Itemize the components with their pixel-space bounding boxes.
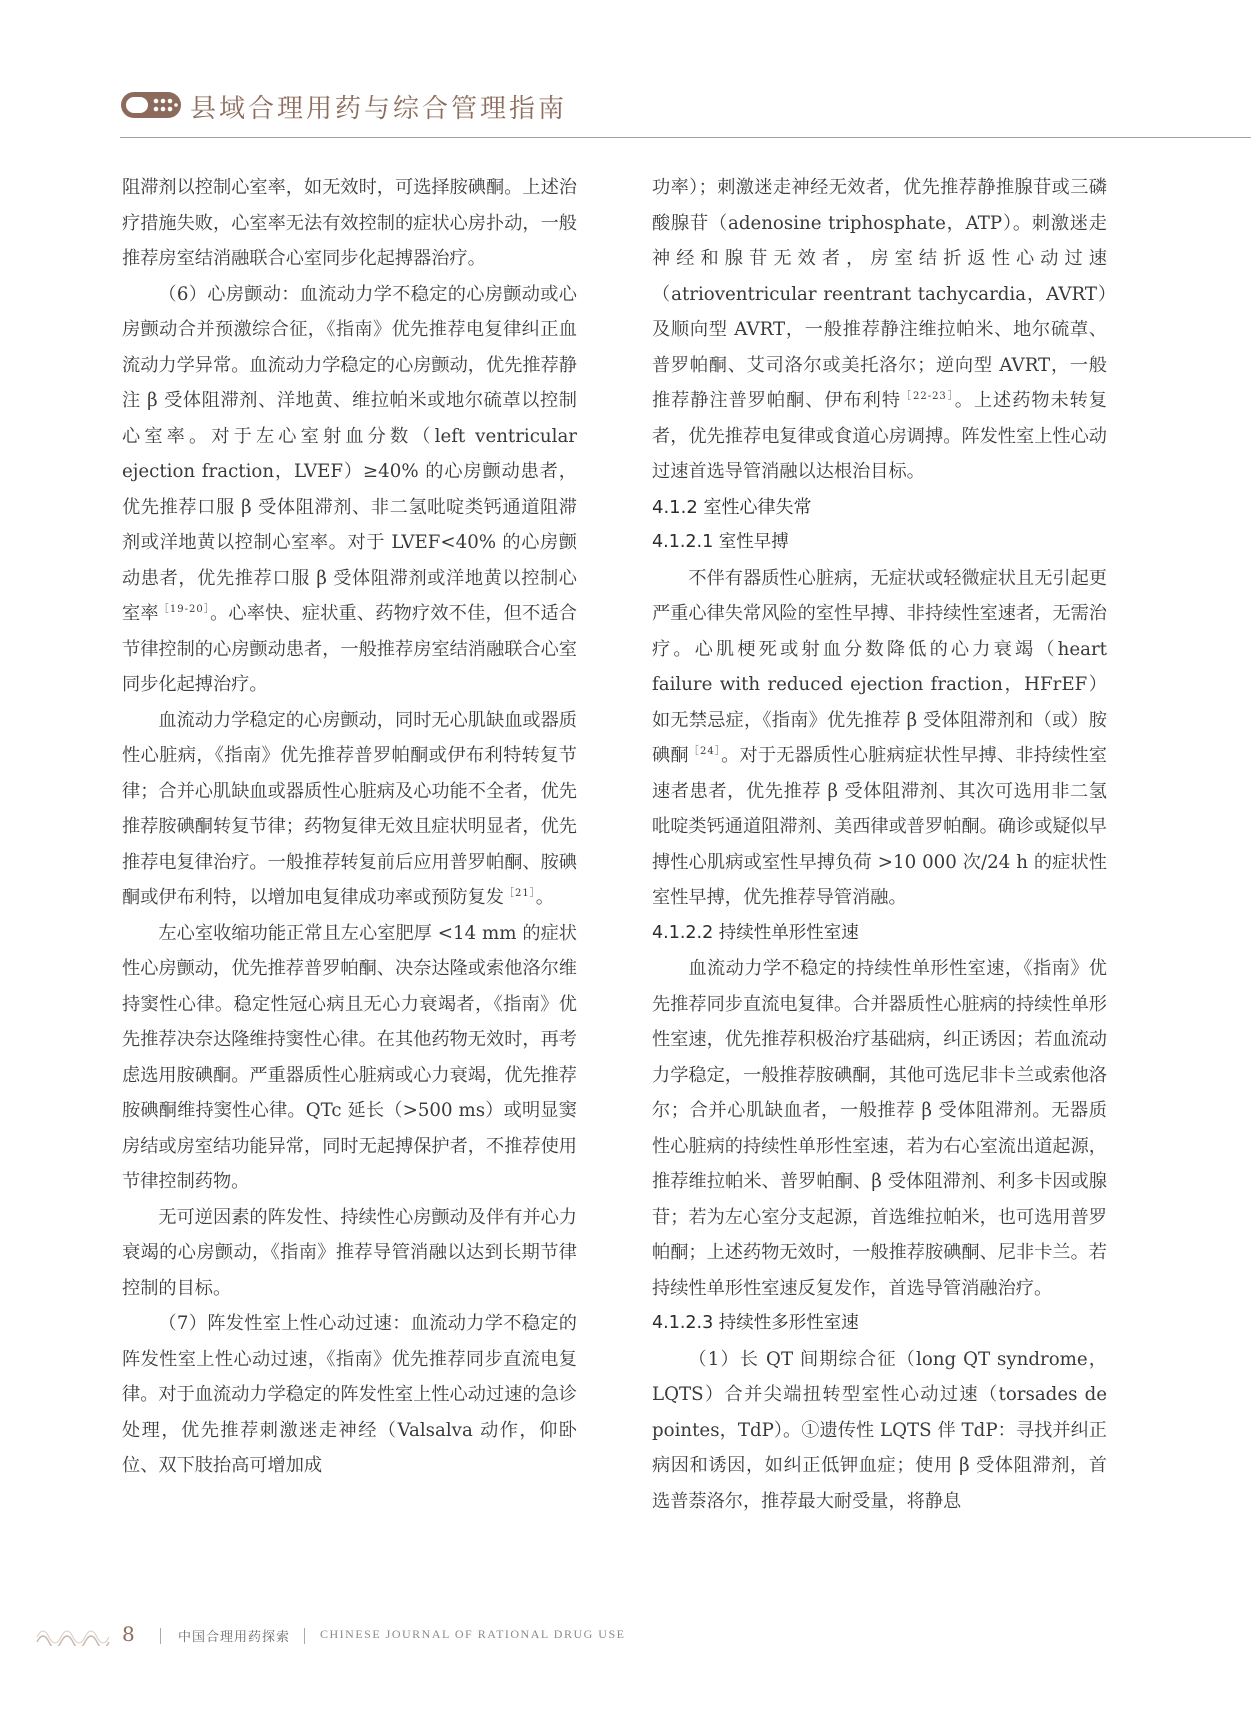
paragraph-text: 。上述药物未转复者，优先推荐电复律或食道心房调搏。阵发性室上性心动过速首选导管消融以达根治目标。 bbox=[652, 390, 1107, 482]
page-header bbox=[0, 0, 1251, 140]
paragraph bbox=[652, 561, 1107, 916]
paragraph: （7）阵发性室上性心动过速：血流动力学不稳定的阵发性室上性心动过速，《指南》优先推荐同步直流电复律。对于血流动力学稳定的阵发性室上性心动过速的急诊处理，优先推荐刺激迷走神经（Valsalva 动作，仰卧位、双下肢抬高可增加成 bbox=[122, 1313, 577, 1476]
paragraph-text: 。 bbox=[535, 887, 554, 908]
journal-name-cn: 中国合理用药探索 bbox=[178, 1630, 291, 1645]
subsection-heading: 4.1.2.1 室性早搏 bbox=[652, 532, 789, 552]
page-footer bbox=[0, 1620, 1251, 1660]
running-header-title: 县域合理用药与综合管理指南 bbox=[190, 94, 568, 124]
subsection-heading: 4.1.2.2 持续性单形性室速 bbox=[652, 922, 859, 943]
left-column bbox=[122, 170, 577, 1484]
citation: ［19-20］ bbox=[158, 603, 211, 615]
paragraph-text: （6）心房颤动：血流动力学不稳定的心房颤动或心房颤动合并预激综合征，《指南》优先推荐电复律纠正血流动力学异常。血流动力学稳定的心房颤动，优先推荐静注 β 受体阻滞剂、洋地黄、维拉帕米或地尔硫䓬以控制心室率。对于左心室射血分数（left ventricular ejection fraction，LVEF）≥40% 的心房颤动患者，优先推荐口服 β 受体阻滞剂、非二氢吡啶类钙通道阻滞剂或洋地黄以控制心室率。对于 LVEF<40% 的心房颤动患者，优先推荐口服 β 受体阻滞剂或洋地黄以控制心室率 bbox=[122, 283, 577, 624]
footer-separator bbox=[304, 1628, 305, 1644]
citation: ［22-23］ bbox=[901, 390, 955, 402]
citation: ［24］ bbox=[688, 745, 722, 757]
paragraph: 血流动力学不稳定的持续性单形性室速，《指南》优先推荐同步直流电复律。合并器质性心脏病的持续性单形性室速，优先推荐积极治疗基础病，纠正诱因；若血流动力学稳定，一般推荐胺碘酮，其他可选尼非卡兰或索他洛尔；合并心肌缺血者，一般推荐 β 受体阻滞剂。无器质性心脏病的持续性单形性室速，若为右心室流出道起源，推荐维拉帕米、普罗帕酮、β 受体阻滞剂、利多卡因或腺苷；若为左心室分支起源，首选维拉帕米，也可选用普罗帕酮；上述药物无效时，一般推荐胺碘酮、尼非卡兰。若持续性单形性室速反复发作，首选导管消融治疗。 bbox=[652, 958, 1107, 1299]
paragraph bbox=[122, 703, 577, 916]
citation: ［21］ bbox=[503, 887, 536, 899]
header-divider bbox=[120, 137, 1251, 138]
paragraph: 阻滞剂以控制心室率，如无效时，可选择胺碘酮。上述治疗措施失败，心室率无法有效控制的症状心房扑动，一般推荐房室结消融联合心室同步化起搏器治疗。 bbox=[122, 177, 577, 269]
paragraph-text: 。心率快、症状重、药物疗效不佳，但不适合节律控制的心房颤动患者，一般推荐房室结消融联合心室同步化起搏治疗。 bbox=[122, 603, 577, 695]
right-column bbox=[652, 170, 1107, 1519]
paragraph-text: 功率）；刺激迷走神经无效者，优先推荐静推腺苷或三磷酸腺苷（adenosine triphosphate，ATP）。刺激迷走神经和腺苷无效者，房室结折返性心动过速（atrioventricular reentrant tachycardia，AVRT）及顺向型 AVRT，一般推荐静注维拉帕米、地尔硫䓬、普罗帕酮、艾司洛尔或美托洛尔；逆向型 AVRT，一般推荐静注普罗帕酮、伊布利特 bbox=[652, 177, 1107, 411]
paragraph bbox=[122, 277, 577, 703]
journal-name-en: CHINESE JOURNAL OF RATIONAL DRUG USE bbox=[320, 1627, 626, 1641]
wave-ornament-icon bbox=[35, 1628, 113, 1646]
paragraph-text: 血流动力学稳定的心房颤动，同时无心肌缺血或器质性心脏病，《指南》优先推荐普罗帕酮或伊布利特转复节律；合并心肌缺血或器质性心脏病及心功能不全者，优先推荐胺碘酮转复节律；药物复律无效且症状明显者，优先推荐电复律治疗。一般推荐转复前后应用普罗帕酮、胺碘酮或伊布利特，以增加电复律成功率或预防复发 bbox=[122, 709, 577, 908]
paragraph: （1）长 QT 间期综合征（long QT syndrome，LQTS）合并尖端扭转型室性心动过速（torsades de pointes，TdP）。①遗传性 LQTS 伴 TdP：寻找并纠正病因和诱因，如纠正低钾血症；使用 β 受体阻滞剂，首选普萘洛尔，推荐最大耐受量，将静息 bbox=[652, 1348, 1107, 1512]
footer-separator bbox=[160, 1628, 161, 1644]
paragraph-text: 。对于无器质性心脏病症状性早搏、非持续性室速者患者，优先推荐 β 受体阻滞剂、其次可选用非二氢吡啶类钙通道阻滞剂、美西律或普罗帕酮。确诊或疑似早搏性心肌病或室性早搏负荷 >10 000 次/24 h 的症状性室性早搏，优先推荐导管消融。 bbox=[652, 745, 1107, 908]
subsection-heading: 4.1.2.3 持续性多形性室速 bbox=[652, 1313, 859, 1333]
paragraph bbox=[652, 170, 1107, 490]
journal-logo-icon bbox=[120, 90, 182, 120]
paragraph: 无可逆因素的阵发性、持续性心房颤动及伴有并心力衰竭的心房颤动，《指南》推荐导管消融以达到长期节律控制的目标。 bbox=[122, 1206, 577, 1299]
paragraph-text: 不伴有器质性心脏病，无症状或轻微症状且无引起更严重心律失常风险的室性早搏、非持续性室速者，无需治疗。心肌梗死或射血分数降低的心力衰竭（heart failure with reduced ejection fraction，HFrEF）如无禁忌症，《指南》优先推荐 β 受体阻滞剂和（或）胺碘酮 bbox=[652, 567, 1107, 766]
paragraph: 左心室收缩功能正常且左心室肥厚 <14 mm 的症状性心房颤动，优先推荐普罗帕酮、决奈达隆或索他洛尔维持窦性心律。稳定性冠心病且无心力衰竭者，《指南》优先推荐决奈达隆维持窦性心律。在其他药物无效时，再考虑选用胺碘酮。严重器质性心脏病或心力衰竭，优先推荐胺碘酮维持窦性心律。QTc 延长（>500 ms）或明显窦房结或房室结功能异常，同时无起搏保护者，不推荐使用节律控制药物。 bbox=[122, 922, 577, 1192]
section-heading: 4.1.2 室性心律失常 bbox=[652, 496, 812, 518]
page-number: 8 bbox=[122, 1622, 135, 1646]
